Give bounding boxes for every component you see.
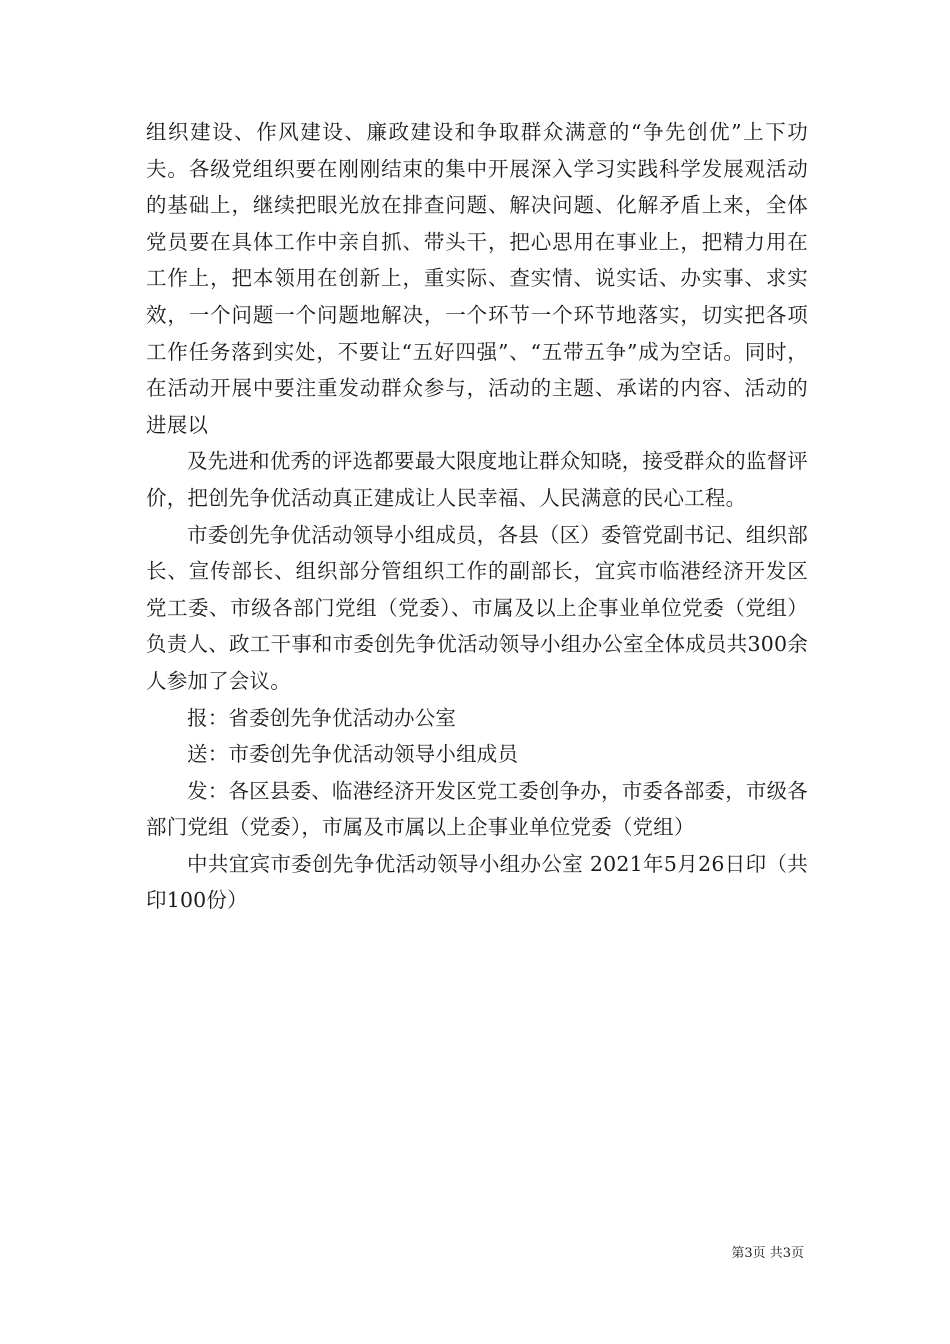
distribution-report-to: 报：省委创先争优活动办公室 <box>187 705 457 730</box>
paragraph-continuation: 组织建设、作风建设、廉政建设和争取群众满意的“争先创优”上下功夫。各级党组织要在刚刚结束的集中开展深入学习实践科学发展观活动的基础上，继续把眼光放在排查问题、解决问题、化解矛盾上来，全体党员要在具体工作中亲自抓、带头干，把心思用在事业上，把精力用在工作上，把本领用在创新上，重实际、查实情、说实话、办实事、求实效，一个问题一个问题地解决，一个环节一个环节地落实，切实把各项工作任务落到实处，不要让“五好四强”、“五带五争”成为空话。同时，在活动开展中要注重发动群众参与，活动的主题、承诺的内容、活动的进展以 <box>146 120 808 437</box>
document-body <box>146 114 808 919</box>
distribution-send-to: 送：市委创先争优活动领导小组成员 <box>187 742 519 767</box>
paragraph-supervision: 及先进和优秀的评选都要最大限度地让群众知晓，接受群众的监督评价，把创先争优活动真正建成让人民幸福、人民满意的民心工程。 <box>146 449 808 510</box>
issuer-and-date: 中共宜宾市委创先争优活动领导小组办公室 2021年5月26日印（共印100份） <box>146 851 808 913</box>
paragraph-attendees: 市委创先争优活动领导小组成员，各县（区）委管党副书记、组织部长、宣传部长、组织部分管组织工作的副部长，宜宾市临港经济开发区党工委、市级各部门党组（党委）、市属及以上企事业单位党委（党组）负责人、政工干事和市委创先争优活动领导小组办公室全体成员共300余人参加了会议。 <box>146 522 808 693</box>
page-number: 第3页 共3页 <box>731 1246 804 1261</box>
distribution-issue-to: 发：各区县委、临港经济开发区党工委创争办，市委各部委，市级各部门党组（党委），市属及市属以上企事业单位党委（党组） <box>146 778 808 840</box>
